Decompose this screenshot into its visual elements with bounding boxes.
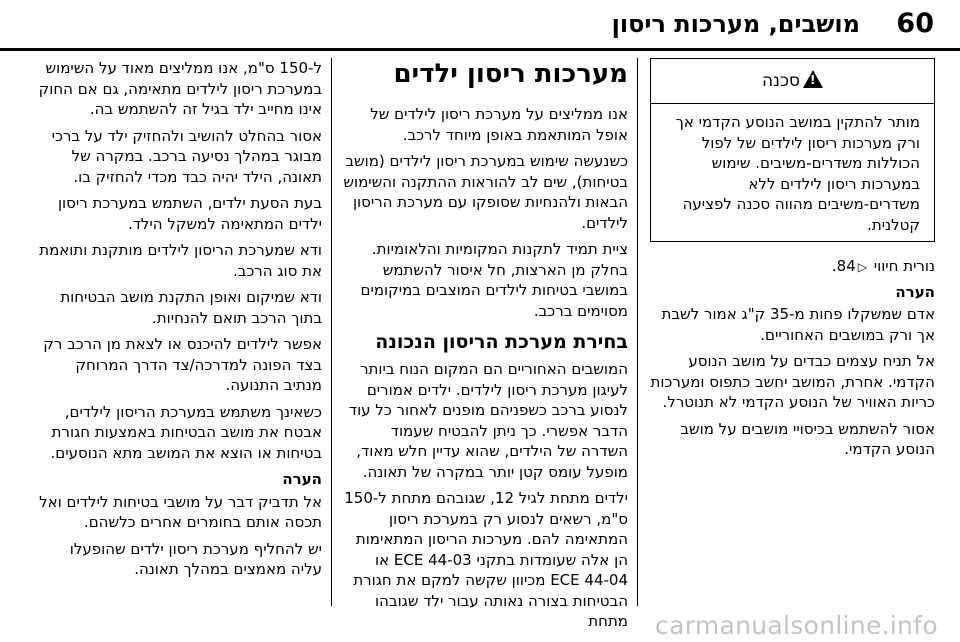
page-arrow-icon: ▷ <box>857 260 867 274</box>
paragraph: אסור להשתמש בכיסויי מושבים על מושב הנוסע הקדמי. <box>680 419 935 458</box>
right-column <box>650 58 935 632</box>
paragraph: אל תניח עצמים כבדים על מושב הנוסע הקדמי. אחרת, המושב יחשב כתפוס ומערכות כריות האוויר של הנוסע הקדמי לא תנוטרל. <box>650 352 935 411</box>
column-divider <box>637 58 638 606</box>
paragraph: המושבים האחוריים הם המקום הנוח ביותר לעיגון מערכת ריסון לילדים. ילדים אמורים לנסוע ברכב כשפניהם מופנים לאחור כל עוד הדבר אפשרי. כך ניתן להבטיח שעמוד השדרה של הילדים, שהוא עדיין חלש מאוד, מופעל עומס קטן יותר במקרה של תאונה. <box>348 360 628 481</box>
paragraph: אסור בהחלט להושיב ולהחזיק ילד על ברכי מבוגר במהלך נסיעה ברכב. במקרה של תאונה, הילד יהיה כבד מכדי להחזיק בו. <box>51 126 322 186</box>
paragraph: ציית תמיד לתקנות המקומיות והלאומיות. בחלק מן הארצות, חל איסור להשתמש במושבי בטיחות לילדים המוצבים במיקומים מסוימים ברכב. <box>360 240 628 320</box>
paragraph: בעת הסעת ילדים, השתמש במערכת ריסון ילדים המתאימה למשקל הילד. <box>57 194 322 233</box>
paragraph: ל-150 ס"מ, אנו ממליצים מאוד על השימוש במערכת ריסון לילדים מתאימה, גם אם החוק אינו מחייב ילד בגיל זה להשתמש בה. <box>38 59 322 118</box>
warning-header <box>651 59 934 104</box>
page-header <box>0 0 960 51</box>
middle-column <box>342 58 628 632</box>
paragraph: אפשר לילדים להיכנס או לצאת מן הרכב רק בצד הפונה למדרכה/צד הדרך המרוחק מנתיב התנועה. <box>43 335 322 394</box>
warning-box <box>650 58 935 242</box>
page-number: 60 <box>896 8 934 39</box>
paragraph: אדם שמשקלו פחות מ-35 ק"ג אמור לשבת אך ורק במושבים האחוריים. <box>661 305 935 344</box>
paragraph: אנו ממליצים על מערכת ריסון לילדים של אופל המותאמת באופן מיוחד לרכב. <box>370 105 628 144</box>
warning-label: סכנה <box>762 71 800 91</box>
left-column <box>34 58 322 632</box>
figure-ref-prefix: נורית חיווי <box>873 257 935 275</box>
paragraph: כשאינך משתמש במערכת הריסון לילדים, אבטח את מושב הבטיחות באמצעות חגורת בטיחות או הוצא את המושב מתא הנוסעים. <box>50 402 322 462</box>
column-divider <box>331 58 332 606</box>
chapter-title: מושבים, מערכות ריסון <box>611 10 860 38</box>
watermark: carmanualsonline.info <box>655 611 938 640</box>
paragraph: יש להחליף מערכת ריסון ילדים שהופעלו עליה מאמצים במהלך תאונה. <box>69 539 322 578</box>
figure-reference <box>650 256 935 278</box>
note-label: הערה <box>282 470 322 488</box>
subsection-title: בחירת מערכת הריסון הנכונה <box>375 331 628 353</box>
paragraph: ילדים מתחת לגיל 12, שגובהם מתחת ל-150 ס"מ, רשאים לנסוע רק במערכת ריסון המתאימה להם. מערכות הריסון המתאימות הן אלה שעומדות בתקני ECE 44-03 או ECE 44-04 מכיוון שקשה למקם את חגורת הבטיחות בצורה נאותה עבור ילד שגובהו מתחת <box>344 489 628 630</box>
note-label: הערה <box>895 282 935 301</box>
paragraph: אל תדביק דבר על מושבי בטיחות לילדים ואל תכסה אותם בחומרים אחרים כלשהם. <box>39 492 322 531</box>
paragraph: ודא שמיקום ואופן התקנת מושב הבטיחות בתוך הרכב תואם להנחיות. <box>60 288 322 327</box>
figure-ref-number: 84. <box>831 257 856 275</box>
paragraph: כשנעשה שימוש במערכת ריסון לילדים (מושב בטיחות), שים לב להוראות ההתקנה והשימוש הבאות ולהנחיות שסופקו עם מערכת הריסון לילדים. <box>343 152 628 232</box>
warning-text: מותר להתקין במושב הנוסע הקדמי אך ורק מערכות ריסון לילדים של לפול הכוללות משדרים-משיבים. שימוש במערכות ריסון לילדים ללא משדרים-משיבים מהווה סכנה לפציעה קטלנית. <box>675 113 920 234</box>
paragraph: ודא שמערכת הריסון לילדים מותקנת ותואמת את סוג הרכב. <box>39 241 322 280</box>
section-title: מערכות ריסון ילדים <box>393 59 628 89</box>
warning-triangle-icon <box>803 70 823 88</box>
